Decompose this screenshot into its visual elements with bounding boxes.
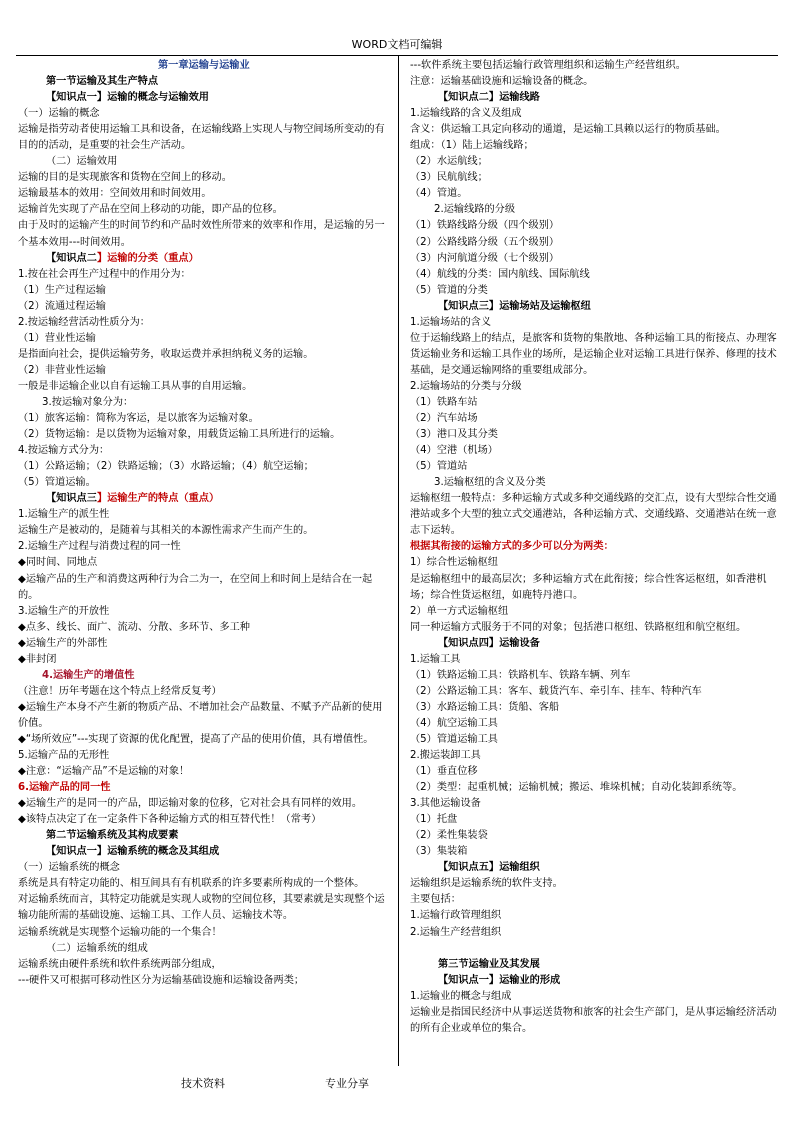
left-column-line: 由于及时的运输产生的时间节约和产品时效性所带来的效率和作用，是运输的另一个基本效用---时间效用。 <box>18 220 385 248</box>
left-column-line: 第一节运输及其生产特点 <box>46 76 159 88</box>
right-column-line: （2）水运航线； <box>410 156 488 168</box>
right-column-line: 1.运输线路的含义及组成 <box>410 108 522 120</box>
right-column-line: 组成：（1）陆上运输线路； <box>410 140 534 152</box>
right-column-line: 【知识点一】运输业的形成 <box>438 974 561 986</box>
left-column-line: （2）流通过程运输 <box>18 300 106 312</box>
right-column-line: （1）铁路运输工具：铁路机车、铁路车辆、列车 <box>410 669 631 681</box>
left-column-line: ◆点多、线长、面广、流动、分散、多环节、多工种 <box>18 621 250 633</box>
right-column-line: 【知识点四】运输设备 <box>438 637 540 649</box>
left-column-line: ◆同时间、同地点 <box>18 557 98 569</box>
left-column-line: ◆运输生产本身不产生新的物质产品、不增加社会产品数量、不赋予产品新的使用价值。 <box>18 701 383 729</box>
left-column-line: ◆注意：“运输产品”不是运输的对象！ <box>18 766 190 778</box>
right-column-line: 1.运输工具 <box>410 653 461 665</box>
left-column-line: （注意！历年考题在这个特点上经常反复考） <box>18 685 222 697</box>
left-column-line: （2）货物运输：是以货物为运输对象，用载货运输工具所进行的运输。 <box>18 429 341 441</box>
right-column <box>410 58 778 1037</box>
right-column-line: 1）综合性运输枢纽 <box>410 557 498 569</box>
right-column-line: 是运输枢纽中的最高层次；多种运输方式在此衔接；综合性客运枢纽，如香港机场；综合性货运枢纽，如鹿特丹港口。 <box>410 573 767 601</box>
right-column-line: 3.其他运输设备 <box>410 798 481 810</box>
left-column-line: （1）旅客运输：简称为客运，是以旅客为运输对象。 <box>18 413 259 425</box>
right-column-line: 1.运输场站的含义 <box>410 316 492 328</box>
left-column-line: 【知识点一】运输系统的概念及其组成 <box>46 846 220 858</box>
left-column-line: 3.按运输对象分为： <box>42 396 134 408</box>
left-column-line: 是指面向社会，提供运输劳务，收取运费并承担纳税义务的运输。 <box>18 348 314 360</box>
right-column-line: （3）内河航道分级（七个级别） <box>410 252 560 264</box>
left-column-line: ◆运输生产的外部性 <box>18 637 108 649</box>
heading-prefix: 【知识点二 <box>46 252 97 264</box>
left-column-line: 运输最基本的效用：空间效用和时间效用。 <box>18 188 212 200</box>
left-column-line: ◆该特点决定了在一定条件下各种运输方式的相互替代性！（常考） <box>18 814 322 826</box>
left-column-line: 对运输系统而言，其特定功能就是实现人或物的空间位移，其要素就是实现整个运输功能所需的基础设施、运输工具、工作人员、运输技术等。 <box>18 894 385 922</box>
left-column-line: 运输首先实现了产品在空间上移动的功能，即产品的位移。 <box>18 204 283 216</box>
footer-left-text: 技术资料 <box>181 1077 225 1090</box>
right-column-line: 运输组织是运输系统的软件支持。 <box>410 878 563 890</box>
right-column-line: 注意：运输基础设施和运输设备的概念。 <box>410 76 594 88</box>
right-column-line: （2）公路线路分级（五个级别） <box>410 236 560 248</box>
left-column-line: 4.运输生产的增值性 <box>42 669 135 681</box>
right-column-line: （3）港口及其分类 <box>410 429 498 441</box>
heading-prefix: 【知识点三 <box>46 493 97 505</box>
right-column-line <box>410 941 778 957</box>
footer-right-text: 专业分享 <box>325 1077 369 1090</box>
left-column-line: （二）运输系统的组成 <box>46 942 148 954</box>
right-column-line: （1）铁路车站 <box>410 396 478 408</box>
right-column-line: （2）汽车站场 <box>410 413 478 425</box>
right-column-line: 第三节运输业及其发展 <box>438 958 540 970</box>
left-column-line: 2.运输生产过程与消费过程的同一性 <box>18 541 181 553</box>
heading-emphasis: 】运输生产的特点（重点） <box>96 493 220 505</box>
heading-emphasis: 】运输的分类（重点） <box>96 252 199 264</box>
left-column-line: ◆“场所效应”---实现了资源的优化配置，提高了产品的使用价值，具有增值性。 <box>18 733 374 745</box>
left-column-line: 运输的目的是实现旅客和货物在空间上的移动。 <box>18 172 232 184</box>
left-column-line: 第二节运输系统及其构成要素 <box>46 830 179 842</box>
right-column-line: （1）托盘 <box>410 814 458 826</box>
right-column-line: 1.运输业的概念与组成 <box>410 990 512 1002</box>
left-column-line: 6.运输产品的同一性 <box>18 782 111 794</box>
left-column-line: 5.运输产品的无形性 <box>18 750 110 762</box>
right-column-line: ---软件系统主要包括运输行政管理组织和运输生产经营组织。 <box>410 60 686 71</box>
right-column-line: （5）管道站 <box>410 461 468 473</box>
right-column-line: 【知识点三】运输场站及运输枢纽 <box>438 300 591 312</box>
left-column-line: （2）非营业性运输 <box>18 364 106 376</box>
left-column-line: 1.运输生产的派生性 <box>18 509 110 521</box>
left-column-line: 3.运输生产的开放性 <box>18 605 110 617</box>
left-column-line: （1）营业性运输 <box>18 332 96 344</box>
left-column-line: 运输生产是被动的，是随着与其相关的本源性需求产生而产生的。 <box>18 525 314 537</box>
left-column-line: ◆运输生产的是同一的产品，即运输对象的位移，它对社会具有同样的效用。 <box>18 798 363 810</box>
right-column-line: （3）水路运输工具：货船、客船 <box>410 701 560 713</box>
left-column-line: （1）生产过程运输 <box>18 284 106 296</box>
right-column-line: （4）管道。 <box>410 188 468 200</box>
left-column-line: （1）公路运输；（2）铁路运输；（3）水路运输；（4）航空运输； <box>18 461 314 473</box>
header-rule <box>16 55 778 56</box>
right-column-line: 2.运输生产经营组织 <box>410 926 502 938</box>
left-column-line: 1.按在社会再生产过程中的作用分为： <box>18 268 191 280</box>
left-column-line: 系统是具有特定功能的、相互间具有有机联系的许多要素所构成的一个整体。 <box>18 878 365 890</box>
right-column-line: （1）铁路线路分级（四个级别） <box>410 220 560 232</box>
right-column-line: 同一种运输方式服务于不同的对象；包括港口枢纽、铁路枢纽和航空枢纽。 <box>410 621 747 633</box>
right-column-line: 【知识点五】运输组织 <box>438 862 540 874</box>
left-column-line: （一）运输的概念 <box>18 108 100 120</box>
column-divider <box>398 56 399 1066</box>
right-column-line: 运输业是指国民经济中从事运送货物和旅客的社会生产部门，是从事运输经济活动的所有企业或单位的集合。 <box>410 1006 777 1034</box>
left-column-line: 2.按运输经营活动性质分为： <box>18 316 150 328</box>
right-column-line: （2）类型：起重机械；运输机械；搬运、堆垛机械；自动化装卸系统等。 <box>410 782 743 794</box>
right-column-line: （4）航线的分类：国内航线、国际航线 <box>410 268 590 280</box>
right-column-line: 运输枢纽一般特点：多种运输方式或多种交通线路的交汇点，设有大型综合性交通港站或多个大型的独立式交通港站，各种运输方式、交通线路、交通港站在统一意志下运转。 <box>410 493 777 537</box>
right-column-line: （2）柔性集装袋 <box>410 830 488 842</box>
right-column-line: （4）空港（机场） <box>410 445 498 457</box>
right-column-line: （3）集装箱 <box>410 846 468 858</box>
left-column-line: 4.按运输方式分为： <box>18 445 110 457</box>
right-column-line: 2）单一方式运输枢纽 <box>410 605 509 617</box>
left-column-line: （二）运输效用 <box>46 156 118 168</box>
right-column-line: 2.运输线路的分级 <box>434 204 516 216</box>
left-column-line: （5）管道运输。 <box>18 477 96 489</box>
left-column-line: 运输是指劳动者使用运输工具和设备，在运输线路上实现人与物空间场所变动的有目的的活动，是重要的社会生产活动。 <box>18 124 385 152</box>
left-column-line: 第一章运输与运输业 <box>158 60 250 71</box>
right-column-line: 【知识点二】运输线路 <box>438 92 540 104</box>
right-column-line: （4）航空运输工具 <box>410 717 498 729</box>
left-column-line <box>18 491 390 507</box>
left-column-line: 【知识点一】运输的概念与运输效用 <box>46 92 209 104</box>
left-column <box>18 58 390 989</box>
left-column-line <box>18 251 390 267</box>
right-column-line: 1.运输行政管理组织 <box>410 910 502 922</box>
right-column-line: （3）民航航线； <box>410 172 488 184</box>
right-column-line: （2）公路运输工具：客车、载货汽车、牵引车、挂车、特种汽车 <box>410 685 702 697</box>
left-column-line: ◆非封闭 <box>18 653 57 665</box>
left-column-line: ◆运输产品的生产和消费这两种行为合二为一，在空间上和时间上是结合在一起的。 <box>18 573 373 601</box>
page-header: WORD文档可编辑 <box>351 38 443 51</box>
left-column-line: ---硬件又可根据可移动性区分为运输基础设施和运输设备两类； <box>18 974 305 986</box>
right-column-line: （5）管道的分类 <box>410 284 488 296</box>
right-column-line: 主要包括： <box>410 894 461 906</box>
right-column-line: 3.运输枢纽的含义及分类 <box>434 477 546 489</box>
right-column-line: 含义：供运输工具定向移动的通道，是运输工具赖以运行的物质基础。 <box>410 124 726 136</box>
left-column-line: 运输系统就是实现整个运输功能的一个集合！ <box>18 926 222 938</box>
right-column-line: 根据其衔接的运输方式的多少可以分为两类： <box>410 541 614 553</box>
right-column-line: 2.运输场站的分类与分级 <box>410 380 522 392</box>
left-column-line: 运输系统由硬件系统和软件系统两部分组成， <box>18 958 222 970</box>
right-column-line: （1）垂直位移 <box>410 766 478 778</box>
left-column-line: 一般是非运输企业以自有运输工具从事的自用运输。 <box>18 380 253 392</box>
right-column-line: 位于运输线路上的结点，是旅客和货物的集散地、各种运输工具的衔接点、办理客货运输业务和运输工具作业的场所，是运输企业对运输工具进行保养、修理的技术基础，是交通运输网络的重要组成部分。 <box>410 332 777 376</box>
right-column-line: （5）管道运输工具 <box>410 733 498 745</box>
left-column-line: （一）运输系统的概念 <box>18 862 120 874</box>
right-column-line: 2.搬运装卸工具 <box>410 750 481 762</box>
